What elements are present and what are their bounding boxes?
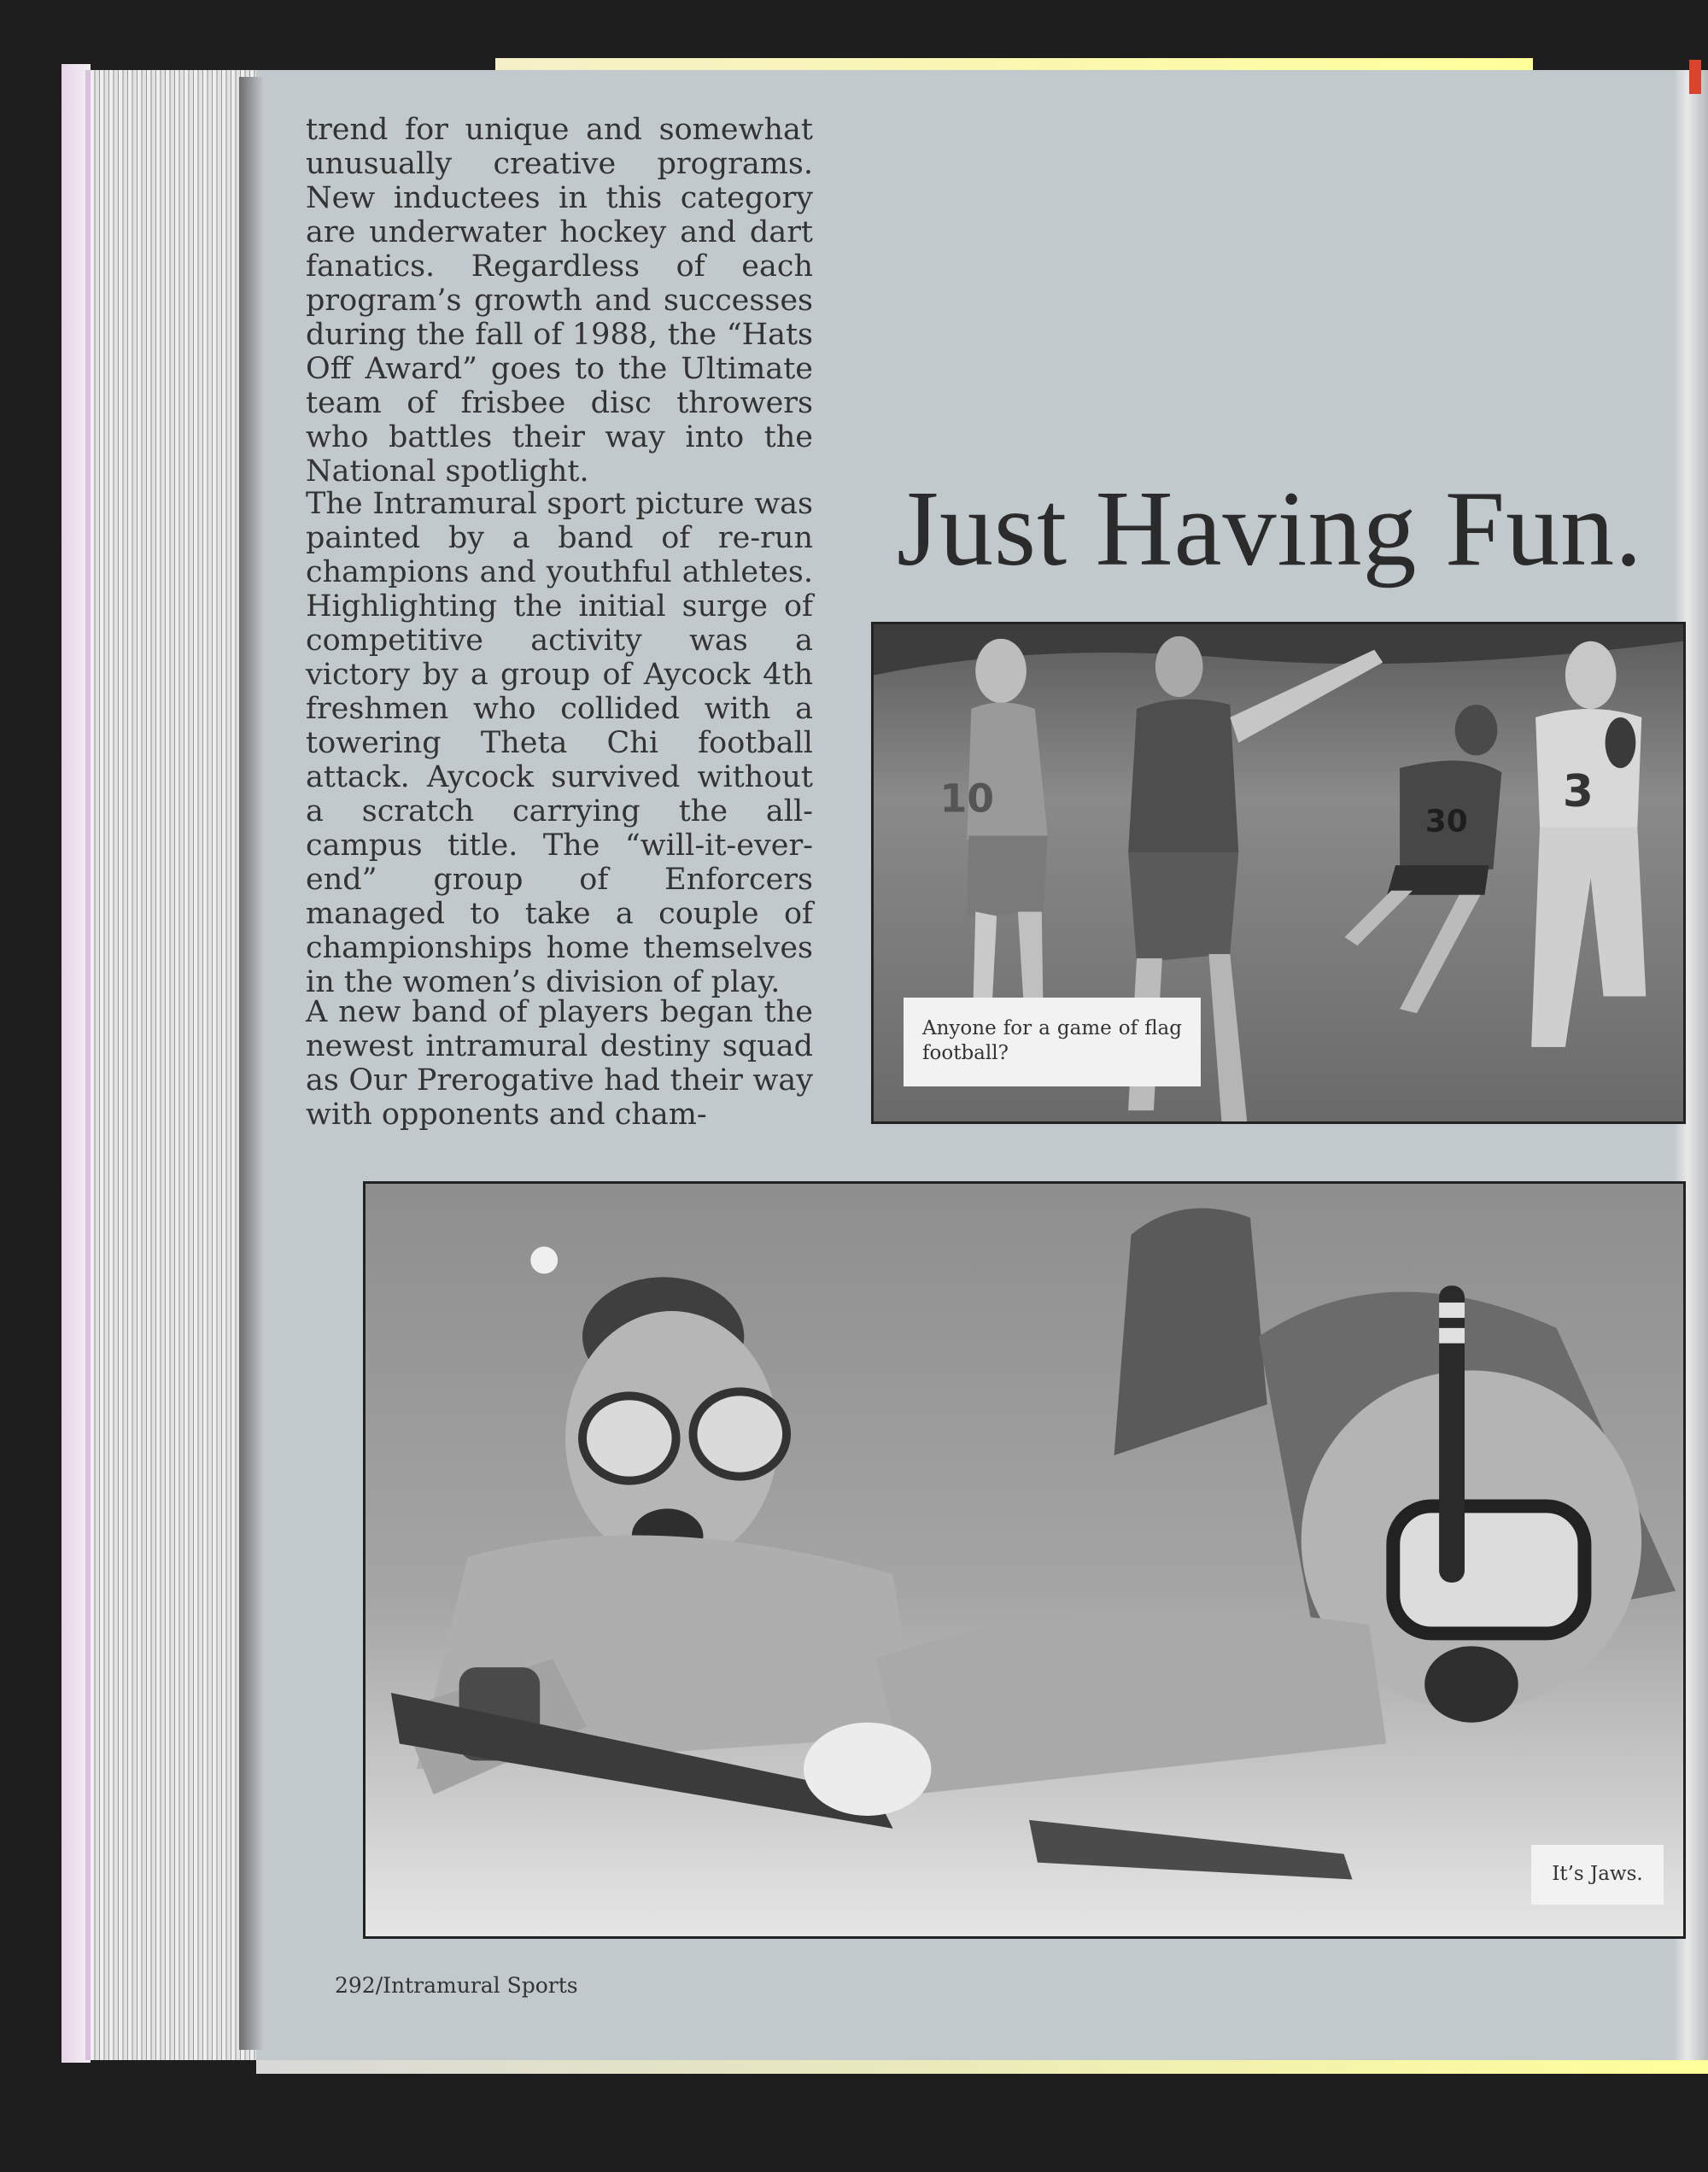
book-bottom-edge <box>256 2058 1708 2074</box>
jersey-number-30: 30 <box>1424 804 1468 840</box>
underwater-hockey-photo <box>363 1181 1686 1939</box>
article-paragraph-1: trend for unique and somewhat unusually creative programs. New inductees in this category are underwater hockey and dart fanatics. Regardless of each program’s growth and successes during the fall of 1988, the “Hats Off Award” goes to the Ultimate team of frisbee disc throwers who battles their way into the National spotlight. <box>306 113 813 489</box>
jersey-number-10: 10 <box>939 776 995 822</box>
jersey-number-3: 3 <box>1562 765 1594 817</box>
underwater-hockey-caption: It’s Jaws. <box>1531 1845 1664 1905</box>
flag-football-caption: Anyone for a game of flag football? <box>904 998 1201 1086</box>
article-paragraph-3: A new band of players began the newest intramural destiny squad as Our Prerogative had their way with opponents and cham- <box>306 995 813 1132</box>
page-marker-tab <box>1689 60 1701 94</box>
spine-shadow <box>239 77 265 2050</box>
page-folio: 292/Intramural Sports <box>335 1973 578 1998</box>
underwater-hockey-illustration <box>366 1184 1683 1936</box>
article-paragraph-2: The Intramural sport picture was painted by a band of re-run champions and youthful athletes. Highlighting the initial surge of competitive activity was a victory by a group of Aycock 4th freshmen who collided with a towering Theta Chi football attack. Aycock survived without a scratch carrying the all-campus title. The “will-it-ever-end” group of Enforcers managed to take a couple of championships home themselves in the women’s division of play. <box>306 487 813 999</box>
book-page-edges <box>85 70 261 2060</box>
page-headline: Just Having Fun. <box>897 470 1643 588</box>
